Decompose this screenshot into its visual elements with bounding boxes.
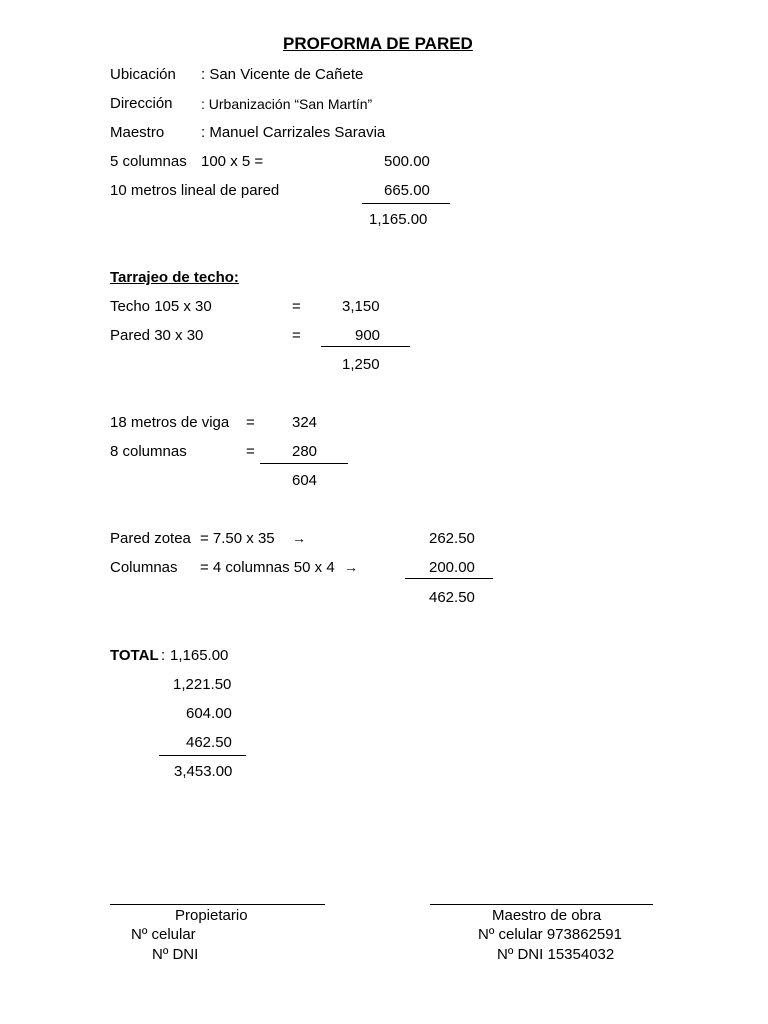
s2-row1-value: 3,150 (342, 298, 380, 315)
s1-row2-value: 665.00 (384, 182, 430, 199)
s4-row2-calc: = 4 columnas 50 x 4 (200, 559, 335, 576)
page-title: PROFORMA DE PARED (283, 34, 473, 53)
ubicacion-label: Ubicación (110, 66, 176, 83)
s2-row2-value: 900 (355, 327, 381, 344)
s3-row2-label: 8 columnas (110, 443, 187, 460)
s2-row1-label: Techo 105 x 30 (110, 298, 212, 315)
s1-row2-label: 10 metros lineal de pared (110, 182, 280, 199)
s1-subtotal: 1,165.00 (369, 211, 428, 228)
s4-subtotal: 462.50 (429, 589, 475, 606)
total-label: TOTAL (110, 647, 159, 664)
s2-subtotal: 1,250 (342, 356, 380, 373)
s1-sum-line (362, 203, 450, 204)
s4-row1-value: 262.50 (429, 530, 475, 547)
owner-signature-line (110, 904, 325, 905)
direccion-label: Dirección (110, 95, 173, 112)
total-colon: : (161, 647, 166, 664)
total-value-3: 604.00 (186, 705, 232, 722)
s3-row2-eq: = (246, 443, 255, 460)
arrow-right-icon: → (344, 559, 358, 575)
s2-row2-eq: = (292, 327, 301, 344)
owner-phone: Nº celular (131, 926, 196, 943)
maestro-label: Maestro (110, 124, 165, 141)
s1-row1-calc: 100 x 5 = (201, 153, 264, 170)
builder-phone: Nº celular 973862591 (478, 926, 622, 943)
s3-sum-line (260, 463, 348, 464)
s3-row1-eq: = (246, 414, 255, 431)
s4-row2-label: Columnas (110, 559, 178, 576)
s1-row1-value: 500.00 (384, 153, 430, 170)
builder-role: Maestro de obra (492, 907, 602, 924)
s3-subtotal: 604 (292, 472, 318, 489)
ubicacion-value: : San Vicente de Cañete (201, 66, 364, 83)
s1-row1-label: 5 columnas (110, 153, 187, 170)
maestro-value: : Manuel Carrizales Saravia (201, 124, 386, 141)
s4-row1-label: Pared zotea (110, 530, 191, 547)
grand-total: 3,453.00 (174, 763, 233, 780)
total-value-4: 462.50 (186, 734, 232, 751)
total-value-2: 1,221.50 (173, 676, 232, 693)
owner-role: Propietario (175, 907, 248, 924)
builder-signature-line (430, 904, 653, 905)
s4-sum-line (405, 578, 493, 579)
direccion-value: : Urbanización “San Martín” (201, 96, 373, 112)
s2-row1-eq: = (292, 298, 301, 315)
owner-dni: Nº DNI (152, 946, 199, 963)
s4-row1-calc: = 7.50 x 35 (200, 530, 275, 547)
s4-row2-value: 200.00 (429, 559, 475, 576)
builder-dni: Nº DNI 15354032 (497, 946, 615, 963)
total-sum-line (159, 755, 246, 756)
s3-row1-value: 324 (292, 414, 318, 431)
total-value-1: 1,165.00 (170, 647, 229, 664)
arrow-right-icon: → (292, 530, 306, 546)
s3-row1-label: 18 metros de viga (110, 414, 230, 431)
s2-sum-line (321, 346, 410, 347)
s2-heading: Tarrajeo de techo: (110, 269, 239, 286)
s2-row2-label: Pared 30 x 30 (110, 327, 204, 344)
s3-row2-value: 280 (292, 443, 318, 460)
